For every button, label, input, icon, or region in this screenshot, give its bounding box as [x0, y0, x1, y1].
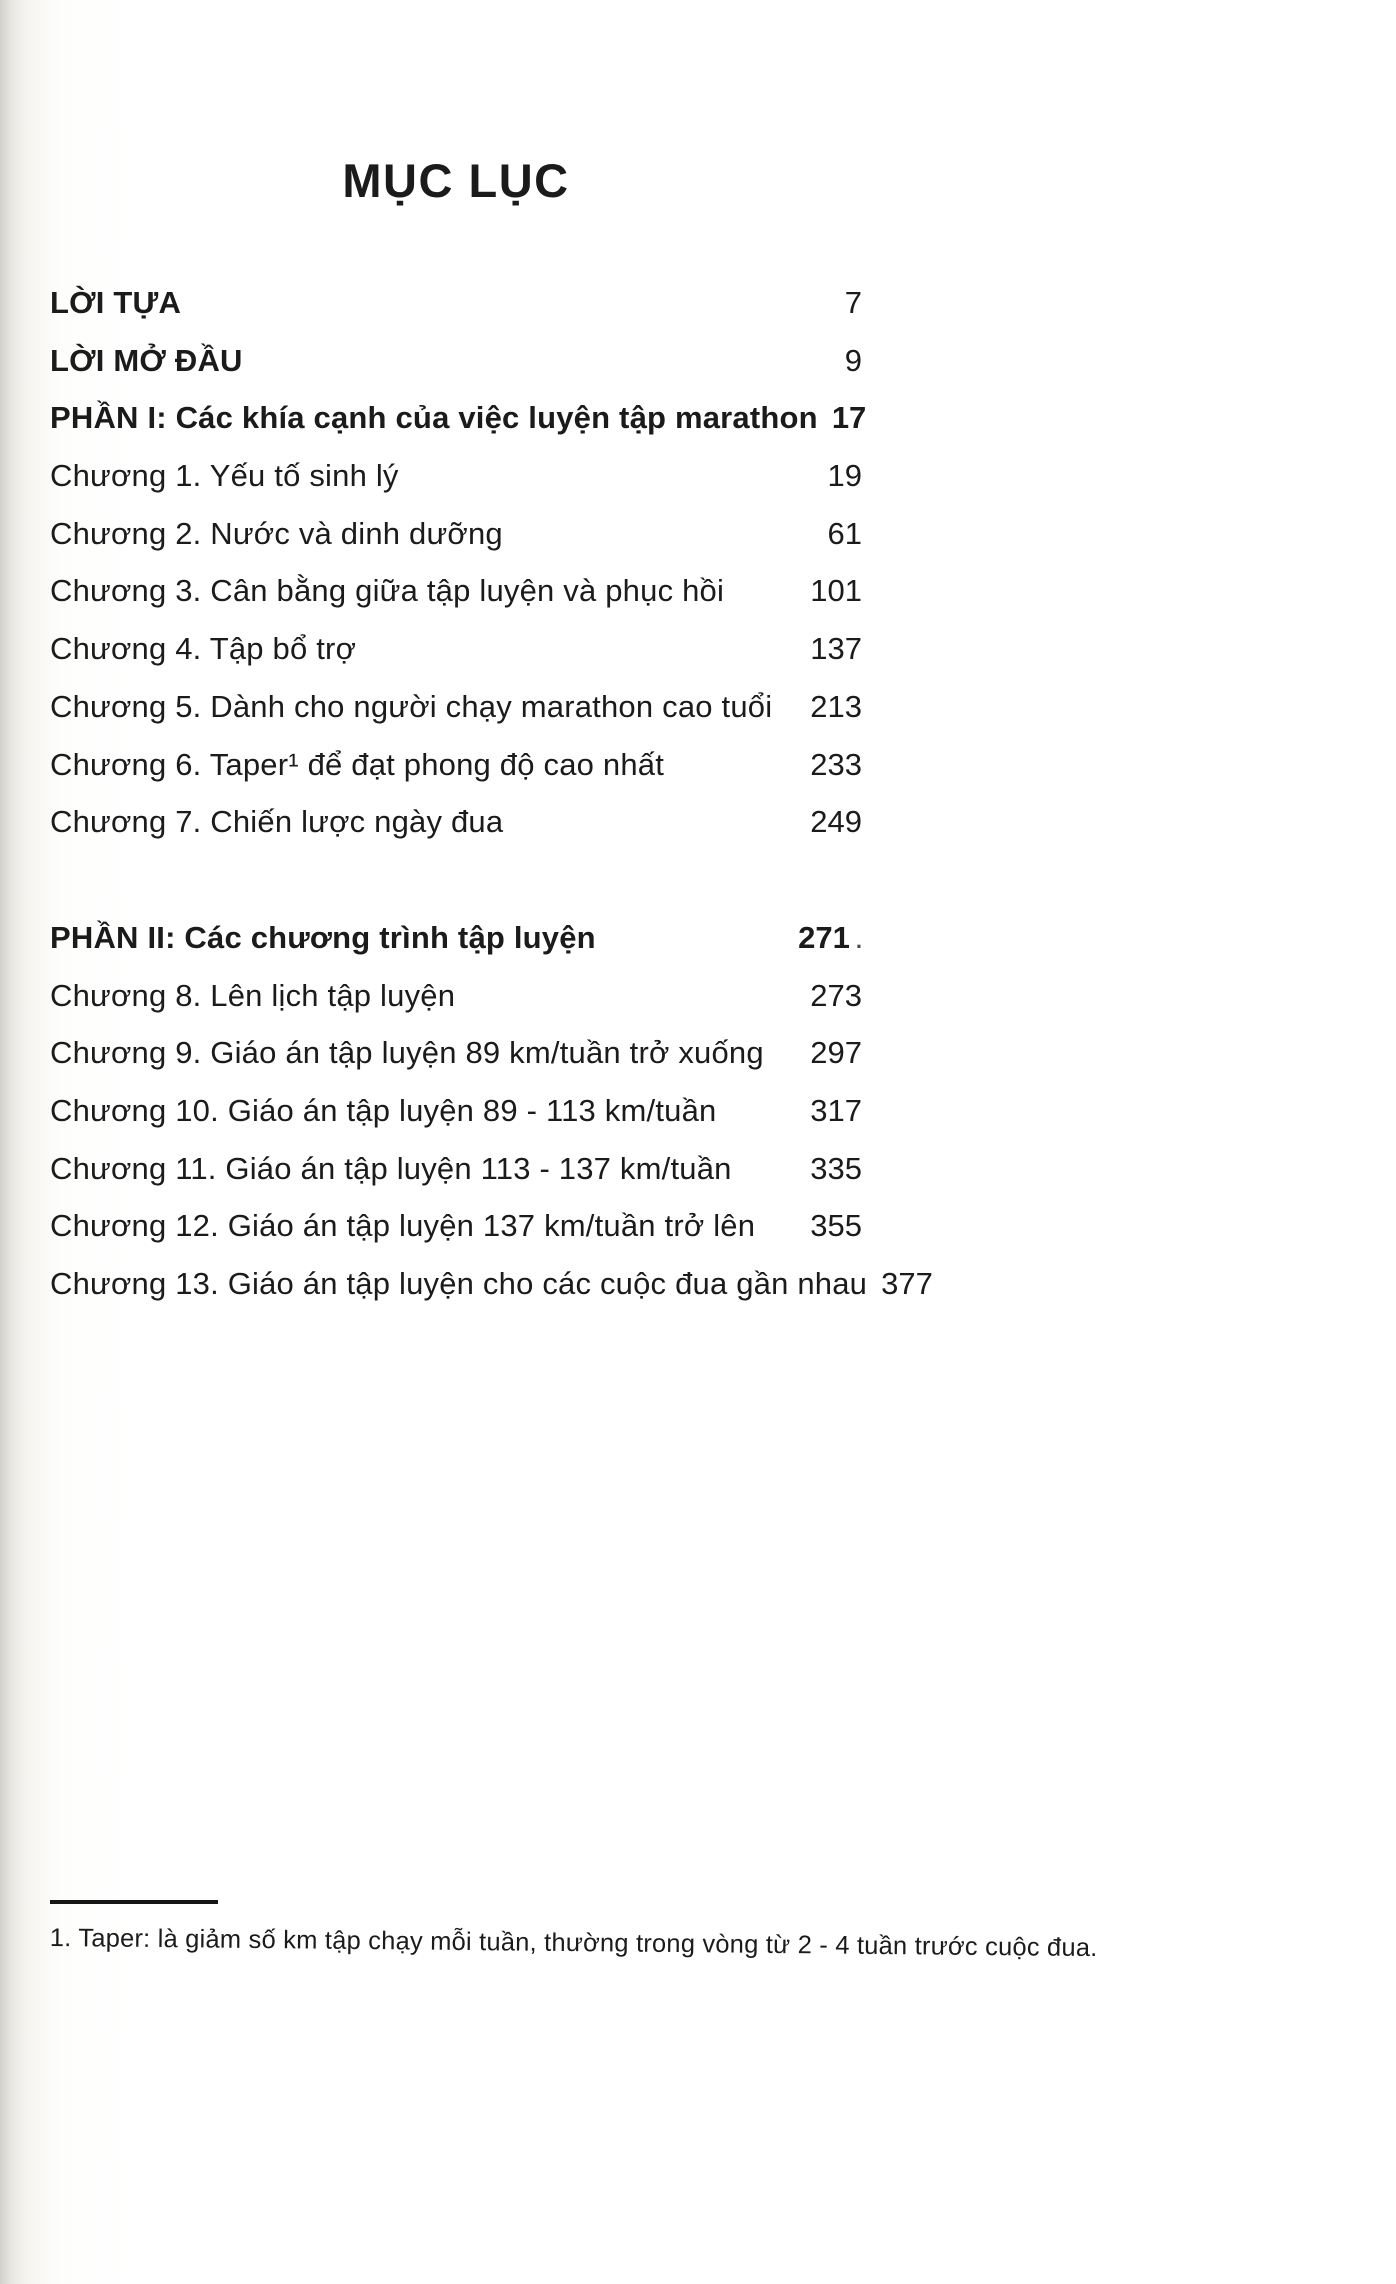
toc-entry — [50, 274, 862, 332]
toc-entry-label: LỜI MỞ ĐẦU — [50, 342, 243, 378]
toc-entry-label: LỜI TỰA — [50, 285, 182, 320]
toc-entry — [50, 505, 862, 563]
toc-entry-label: Chương 5. Dành cho người chạy marathon cao tuổi — [50, 688, 773, 724]
toc-entry-label: Chương 3. Cân bằng giữa tập luyện và phục hồi — [50, 573, 725, 609]
toc-entry — [50, 1255, 933, 1313]
toc-entry — [50, 562, 862, 620]
scan-artifact-dot: . — [855, 927, 862, 953]
toc-entry-page-number: 271 — [798, 919, 850, 955]
toc-entry — [50, 447, 862, 505]
toc-entry-page: 317 — [810, 1092, 862, 1128]
toc-entry-page: 213 — [810, 688, 862, 724]
toc-entry — [50, 1082, 862, 1140]
toc-content — [50, 0, 933, 1313]
toc-entry-label: Chương 11. Giáo án tập luyện 113 - 137 km/tuần — [50, 1150, 732, 1186]
toc-entry-page: 335 — [810, 1150, 862, 1186]
toc-entry — [50, 389, 867, 447]
toc-entry-label: PHẦN I: Các khía cạnh của việc luyện tập marathon — [50, 400, 818, 436]
toc-entry — [50, 736, 862, 794]
toc-entry — [50, 793, 862, 851]
toc-entry — [50, 1024, 862, 1082]
toc-entry — [50, 909, 862, 967]
toc-entry-page: 273 — [810, 977, 862, 1013]
toc-entry-label: Chương 8. Lên lịch tập luyện — [50, 977, 456, 1013]
page-title: MỤC LỤC — [342, 154, 570, 207]
toc-entry-page: 61 — [827, 515, 862, 551]
toc-entry — [50, 620, 862, 678]
footnote-divider — [50, 1900, 218, 1904]
toc-entry-label: Chương 12. Giáo án tập luyện 137 km/tuần trở lên — [50, 1208, 756, 1244]
toc-entry — [50, 332, 862, 390]
toc-entry-page: 9 — [844, 342, 862, 378]
toc-entry-page: 233 — [810, 746, 862, 782]
toc-entry-label: Chương 13. Giáo án tập luyện cho các cuộc đua gần nhau — [50, 1266, 868, 1301]
toc-entry-page: 377 — [881, 1266, 933, 1301]
toc-entry-page: 137 — [810, 631, 862, 667]
toc-entry-page: 297 — [810, 1035, 862, 1071]
toc-entry-page: 355 — [810, 1208, 862, 1244]
toc-entry-page: 7 — [844, 285, 862, 320]
toc-entry — [50, 967, 862, 1025]
toc-entry-page: 19 — [827, 458, 862, 494]
toc-entry — [50, 1197, 862, 1255]
toc-entry-page: 249 — [810, 804, 862, 840]
toc-entry-label: Chương 9. Giáo án tập luyện 89 km/tuần trở xuống — [50, 1035, 764, 1071]
footnote-text: 1. Taper: là giảm số km tập chạy mỗi tuần, thường trong vòng từ 2 - 4 tuần trước cuộc đua. — [49, 1924, 1098, 1963]
toc-entry — [50, 1140, 862, 1198]
toc-entry-label: Chương 2. Nước và dinh dưỡng — [50, 515, 503, 551]
toc-entry-label: PHẦN II: Các chương trình tập luyện — [50, 919, 596, 955]
toc-entry-label: Chương 1. Yếu tố sinh lý — [50, 458, 399, 494]
toc-entry-page: 17 — [831, 400, 867, 436]
toc-entry-page: 101 — [810, 573, 862, 609]
toc-entry — [50, 678, 862, 736]
toc-entry-label: Chương 7. Chiến lược ngày đua — [50, 804, 504, 840]
toc-entry-label: Chương 4. Tập bổ trợ — [50, 631, 357, 667]
toc-list — [50, 274, 933, 1313]
footnote — [49, 1900, 1098, 1963]
toc-entry-page — [784, 909, 862, 970]
toc-entry-label: Chương 6. Taper¹ để đạt phong độ cao nhất — [50, 746, 665, 782]
toc-entry-label: Chương 10. Giáo án tập luyện 89 - 113 km/tuần — [50, 1092, 717, 1128]
